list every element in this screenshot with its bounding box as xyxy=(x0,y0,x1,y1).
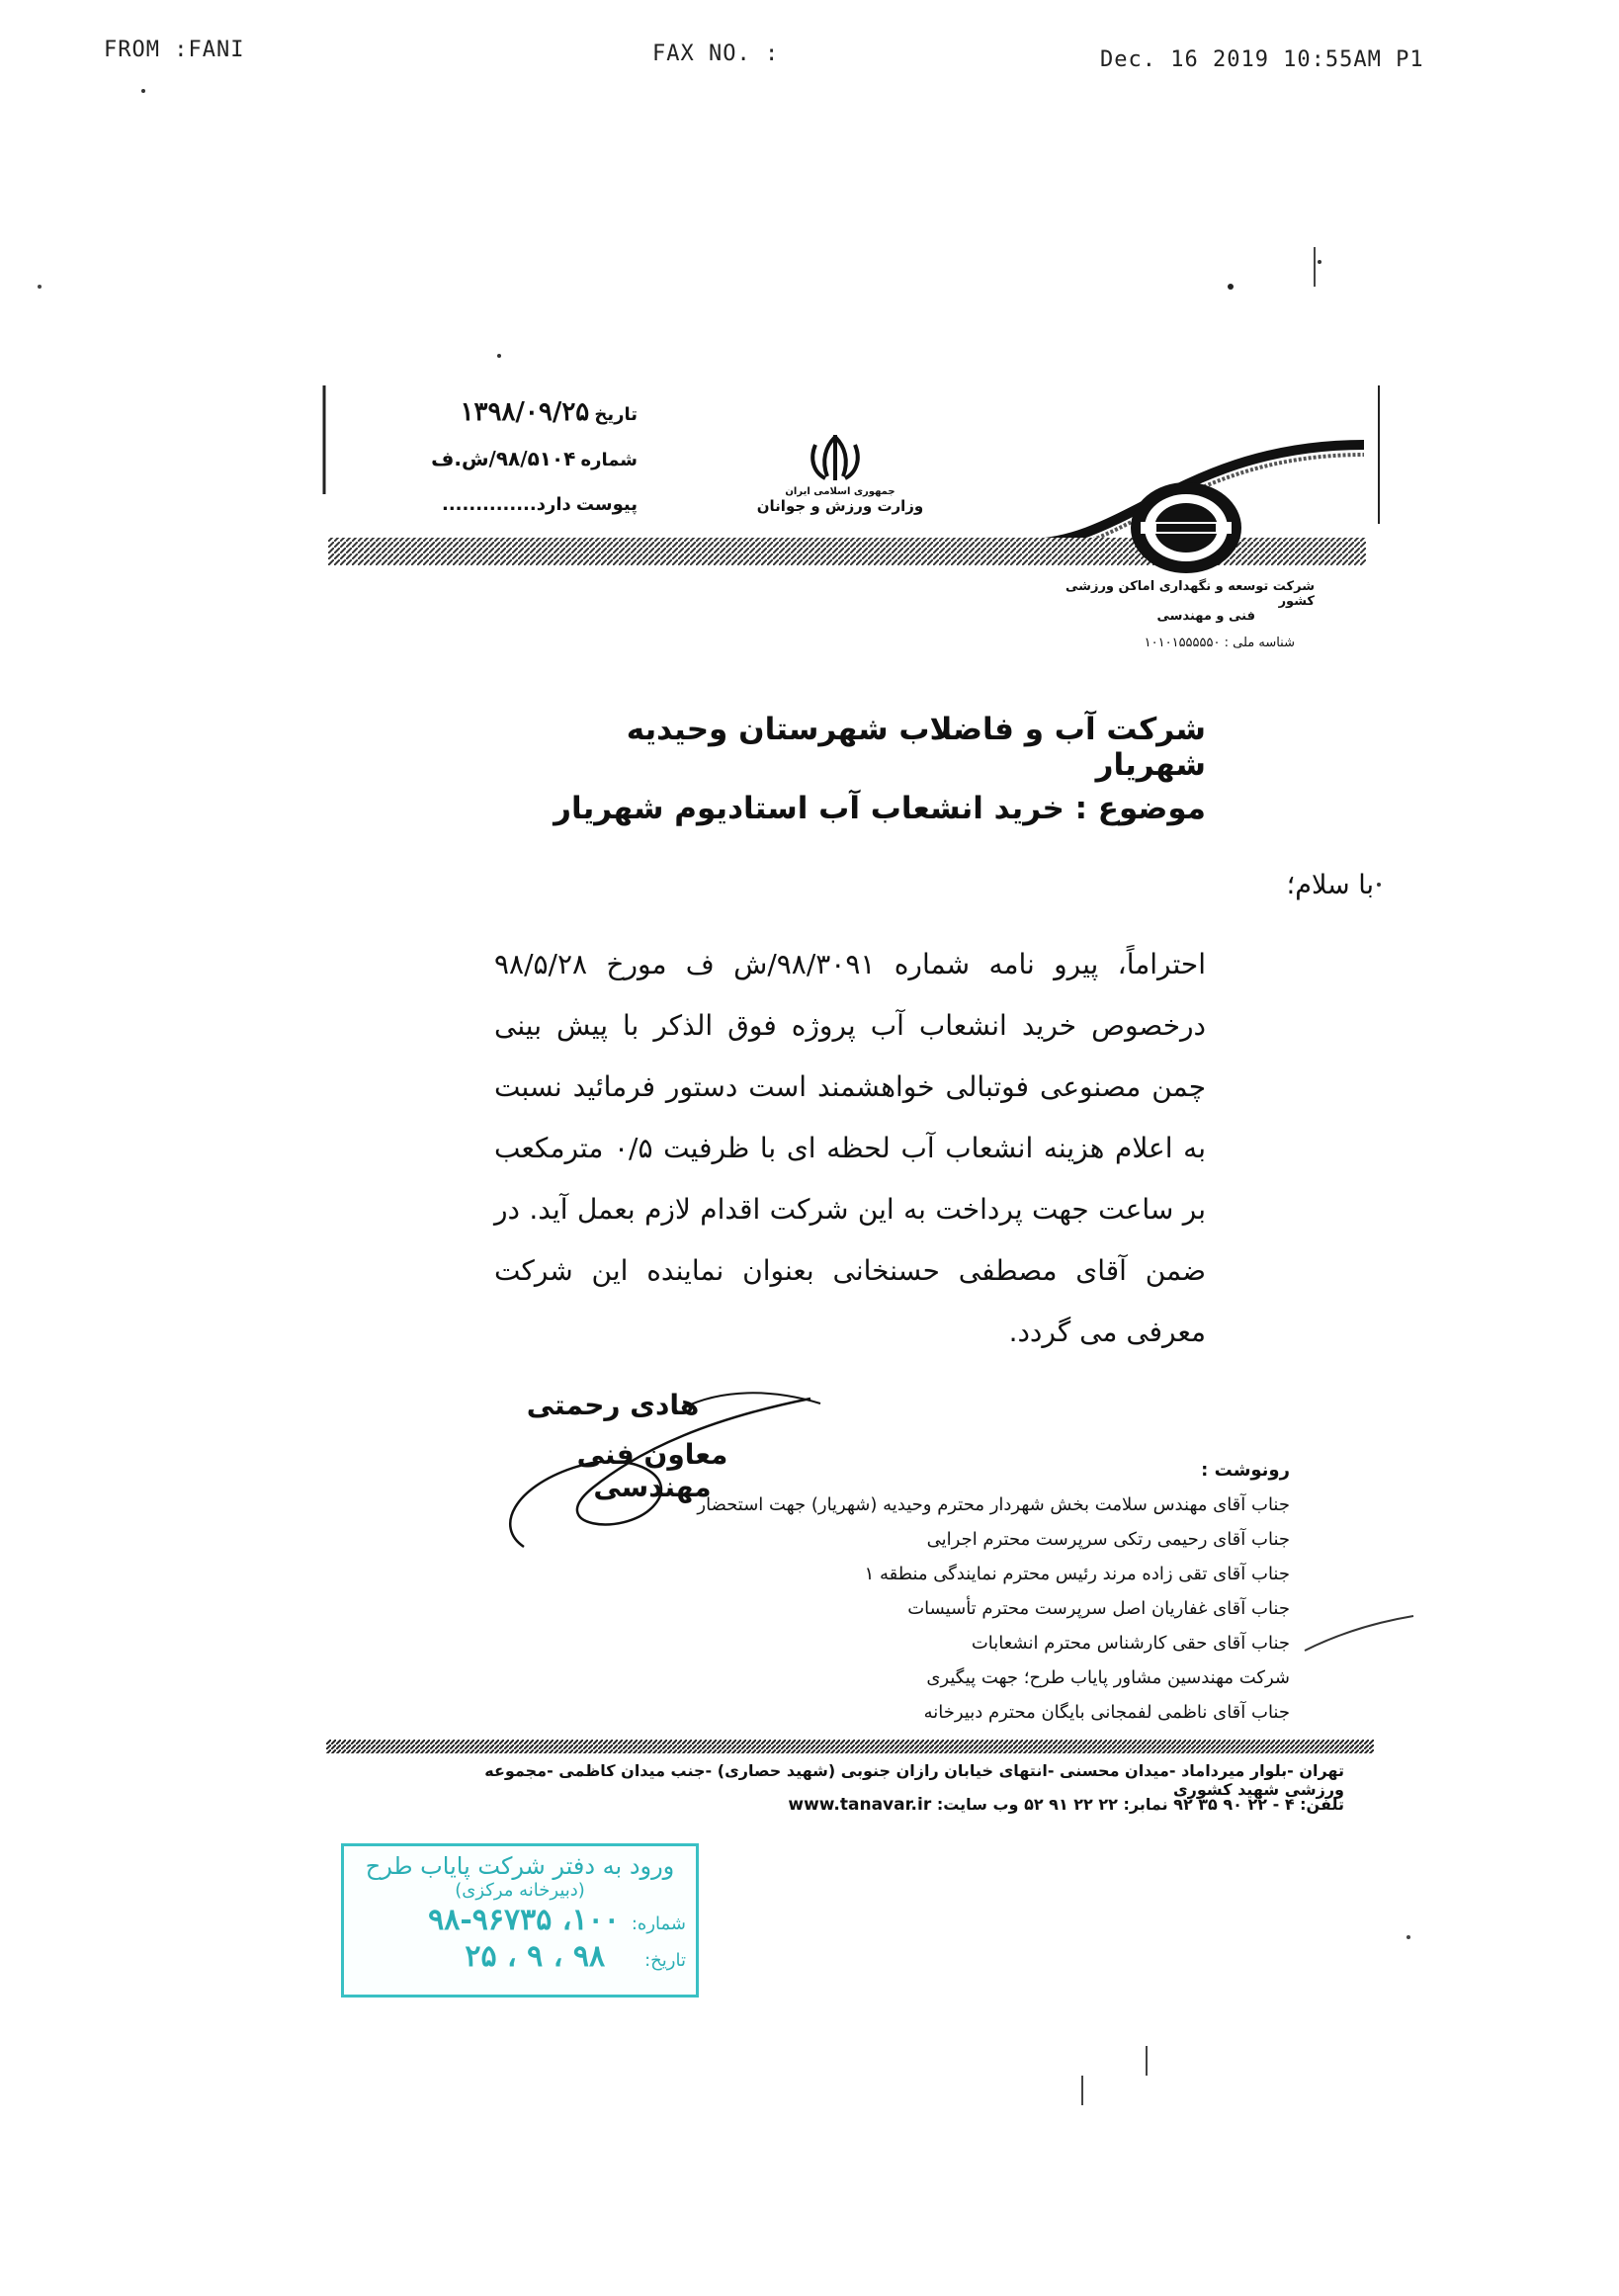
fax-datetime: Dec. 16 2019 10:55AM P1 xyxy=(1100,47,1424,72)
cc-item: جناب آقای تقی زاده مرند رئیس محترم نمایندگی منطقه ۱ xyxy=(864,1564,1290,1584)
stamp-number-value: ۱۰۰، ۹۸-۹۶۷۳۵ xyxy=(428,1903,620,1937)
attachment-label: پیوست xyxy=(575,494,638,515)
cc-item: جناب آقای رحیمی رتکی سرپرست محترم اجرایی xyxy=(926,1529,1290,1550)
stamp-subtitle: (دبیرخانه مرکزی) xyxy=(455,1880,585,1901)
greeting: با سلام؛ xyxy=(1286,870,1374,900)
stamp-date-row xyxy=(344,1939,696,1974)
stamp-number-label: شماره: xyxy=(631,1913,686,1934)
national-id: شناسه ملی : ۱۰۱۰۱۵۵۵۵۵۰ xyxy=(1144,636,1295,650)
attachment-field xyxy=(390,494,638,515)
date-value: ۱۳۹۸/۰۹/۲۵ xyxy=(460,397,590,427)
fax-from: FROM :FANI xyxy=(104,38,245,62)
ministry-name xyxy=(751,486,929,515)
company-line2: فنی و مهندسی xyxy=(1156,609,1255,624)
cc-item: جناب آقای ناظمی لفمجانی بایگان محترم دبیرخانه xyxy=(923,1702,1290,1723)
stamp-date-value: ۹۸ ، ۹ ، ۲۵ xyxy=(465,1939,606,1974)
received-stamp xyxy=(341,1843,699,1998)
number-field xyxy=(390,447,638,470)
date-field xyxy=(390,397,638,427)
date-label: تاریخ xyxy=(594,404,638,425)
stamp-date-label: تاریخ: xyxy=(644,1950,686,1971)
footer-phone: تلفن: ۴ - ۲۲ ۹۰ ۳۵ ۹۲ نمابر: ۲۲ ۲۲ ۹۱ ۵۲ وب سایت: xyxy=(936,1795,1344,1814)
cc-item: جناب آقای حقی کارشناس محترم انشعابات xyxy=(971,1633,1290,1654)
fax-number: FAX NO. : xyxy=(652,42,780,66)
company-name xyxy=(1028,579,1315,650)
number-value: ۹۸/۵۱۰۴/ش.ف xyxy=(431,447,576,470)
company-logo-icon xyxy=(1127,478,1245,577)
signatory-title: معاون فنی مهندسی xyxy=(576,1438,728,1503)
number-label: شماره xyxy=(580,450,638,470)
recipient: شرکت آب و فاضلاب شهرستان وحیدیه شهریار xyxy=(626,712,1206,783)
cc-item: شرکت مهندسین مشاور پایاب طرح؛ جهت پیگیری xyxy=(926,1667,1290,1688)
stamp-title: ورود به دفتر شرکت پایاب طرح xyxy=(365,1852,675,1880)
cc-item: جناب آقای غفاریان اصل سرپرست محترم تأسیسات xyxy=(907,1598,1290,1619)
footer-address: تهران -بلوار میرداماد -میدان محسنی -انتهای خیابان رازان جنوبی (شهید حصاری) -جنب میدان کاظمی -مجموعه ورزشی شهید کشوری xyxy=(484,1761,1344,1799)
cc-section xyxy=(692,1453,1290,1730)
company-line1: شرکت توسعه و نگهداری اماکن ورزشی کشور xyxy=(1065,579,1315,609)
footer-website: www.tanavar.ir xyxy=(788,1795,932,1815)
letter-body: احتراماً، پیرو نامه شماره ۹۸/۳۰۹۱/ش ف مورخ ۹۸/۵/۲۸ درخصوص خرید انشعاب آب پروژه فوق الذکر با پیش بینی چمن مصنوعی فوتبالی خواهشمند است دستور فرمائید نسبت به اعلام هزینه انشعاب آب لحظه ای با ظرفیت ۰/۵ مترمکعب بر ساعت جهت پرداخت به این شرکت اقدام لازم بعمل آید. در ضمن آقای مصطفی حسنخانی بعنوان نماینده این شرکت معرفی می گردد. xyxy=(494,948,1206,1348)
footer-rule xyxy=(326,1730,1374,1759)
ministry-line2: وزارت ورزش و جوانان xyxy=(756,497,924,515)
stamp-number-row xyxy=(344,1901,696,1939)
signatory-name: هادی رحمتی xyxy=(526,1389,700,1421)
cc-item: جناب آقای مهندس سلامت بخش شهردار محترم وحیدیه (شهریار) جهت استحضار xyxy=(697,1494,1290,1515)
ministry-line1: جمهوری اسلامی ایران xyxy=(785,486,895,497)
subject: موضوع : خرید انشعاب آب استادیوم شهریار xyxy=(554,791,1206,826)
attachment-value: دارد.............. xyxy=(442,494,571,515)
footer-contact xyxy=(613,1795,1344,1815)
cc-heading: رونوشت : xyxy=(1201,1460,1290,1481)
iran-emblem-icon xyxy=(808,433,863,482)
